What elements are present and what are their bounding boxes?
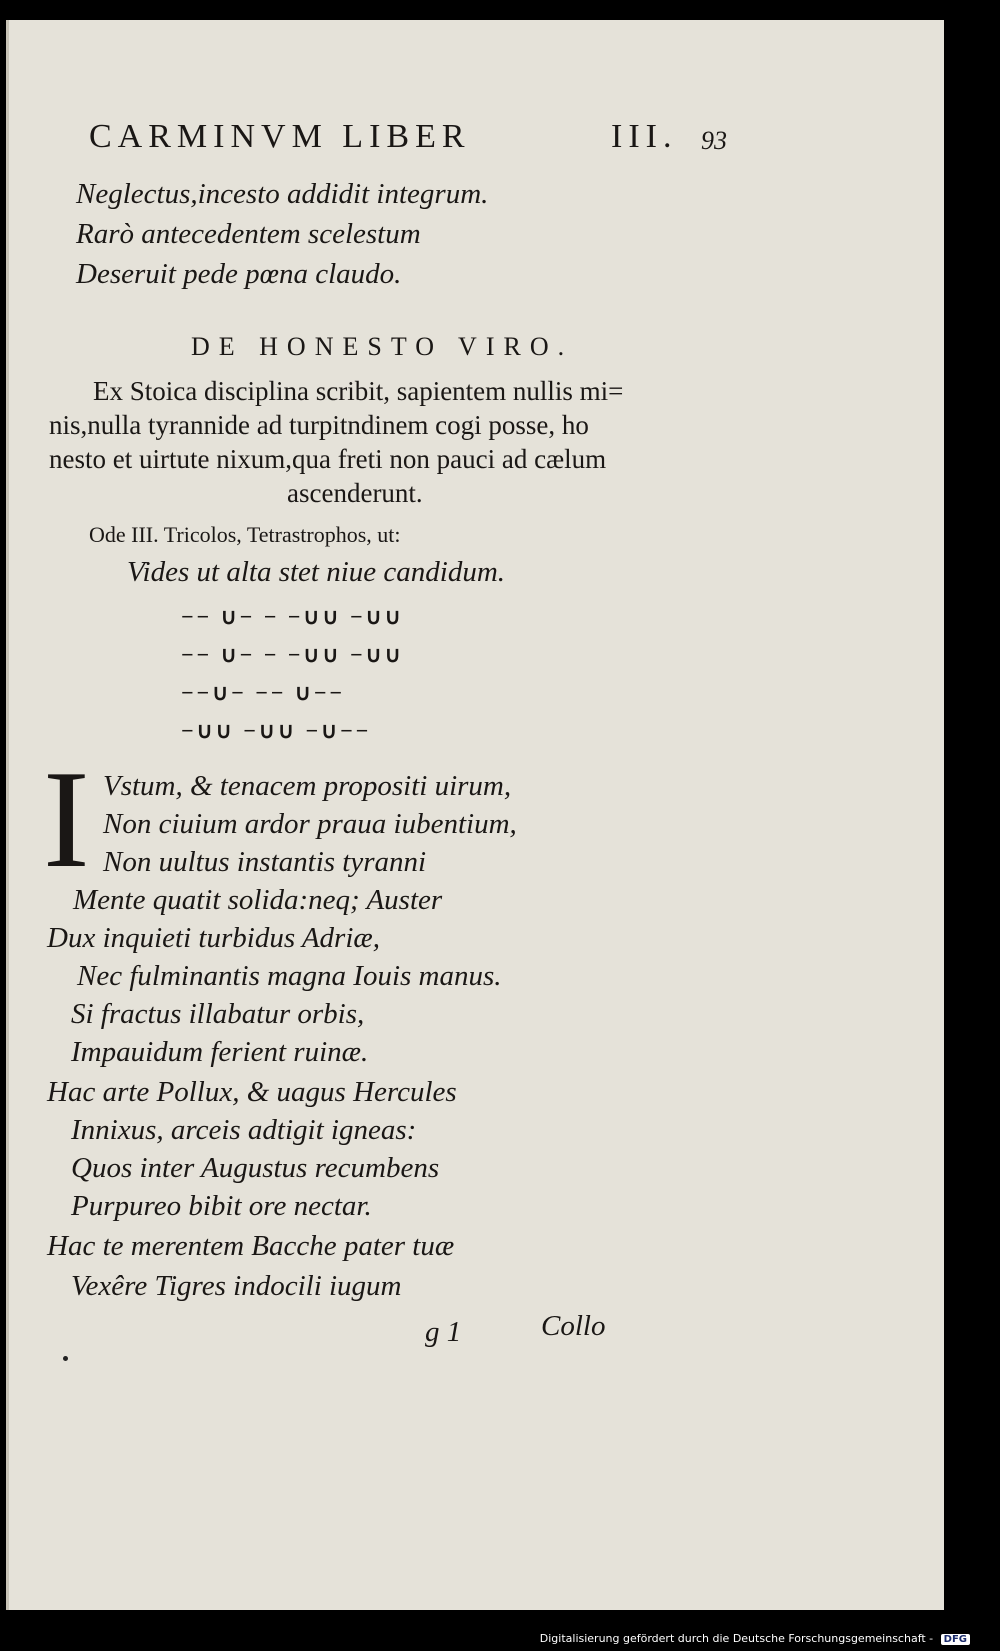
footer-bar — [0, 1611, 1000, 1651]
verse-line: Rarò antecedentem scelestum — [76, 218, 421, 250]
argument-line: ascenderunt. — [287, 478, 423, 508]
poem-line: Non uultus instantis tyranni — [103, 846, 427, 878]
argument-line: nesto et uirtute nixum,qua freti non pauci ad cælum — [49, 444, 607, 474]
drop-cap: I — [43, 742, 90, 897]
book-number: III. — [611, 118, 678, 155]
poem-line: Mente quatit solida:neq; Auster — [73, 884, 443, 916]
page-number: 93 — [701, 126, 727, 155]
dfg-logo: DFG — [941, 1634, 970, 1645]
catchword: Collo — [541, 1310, 606, 1342]
poem-line: Non ciuium ardor praua iubentium, — [103, 808, 517, 840]
book-page — [6, 20, 944, 1610]
poem-line: Vstum, & tenacem propositi uirum, — [103, 770, 512, 802]
running-title: CARMINVM LIBER — [89, 118, 471, 155]
meter-line: −−∪− −− ∪−− — [181, 680, 345, 705]
poem-line: Hac arte Pollux, & uagus Hercules — [47, 1076, 457, 1108]
signature-mark: g 1 — [425, 1316, 462, 1348]
poem-line: Dux inquieti turbidus Adriæ, — [47, 922, 380, 954]
poem-line: Purpureo bibit ore nectar. — [71, 1190, 372, 1222]
footer-credit — [540, 1632, 970, 1645]
poem-line: Si fractus illabatur orbis, — [71, 998, 365, 1030]
footer-credit-text: Digitalisierung gefördert durch die Deutsche Forschungsgemeinschaft - — [539, 1632, 934, 1645]
poem-line: Impauidum ferient ruinæ. — [71, 1036, 369, 1068]
poem-line: Vexêre Tigres indocili iugum — [71, 1270, 402, 1302]
ode-heading: Ode III. Tricolos, Tetrastrophos, ut: — [89, 522, 401, 547]
ode-example: Vides ut alta stet niue candidum. — [127, 556, 506, 588]
argument-line: nis,nulla tyrannide ad turpitndinem cogi posse, ho — [49, 410, 589, 440]
poem-line: Nec fulminantis magna Iouis manus. — [77, 960, 502, 992]
poem-line: Innixus, arceis adtigit igneas: — [71, 1114, 417, 1146]
poem-line: Quos inter Augustus recumbens — [71, 1152, 440, 1184]
section-title: DE HONESTO VIRO. — [191, 332, 574, 361]
ink-speck — [63, 1356, 68, 1361]
meter-line: −∪∪ −∪∪ −∪−− — [181, 718, 372, 743]
poem-line: Hac te merentem Bacche pater tuæ — [47, 1230, 455, 1262]
argument-line: Ex Stoica disciplina scribit, sapientem nullis mi= — [93, 376, 624, 406]
verse-line: Neglectus,incesto addidit integrum. — [76, 178, 489, 210]
verse-line: Deseruit pede pœna claudo. — [76, 258, 402, 290]
meter-line: −− ∪− − −∪∪ −∪∪ — [181, 642, 404, 667]
meter-line: −− ∪− − −∪∪ −∪∪ — [181, 604, 404, 629]
